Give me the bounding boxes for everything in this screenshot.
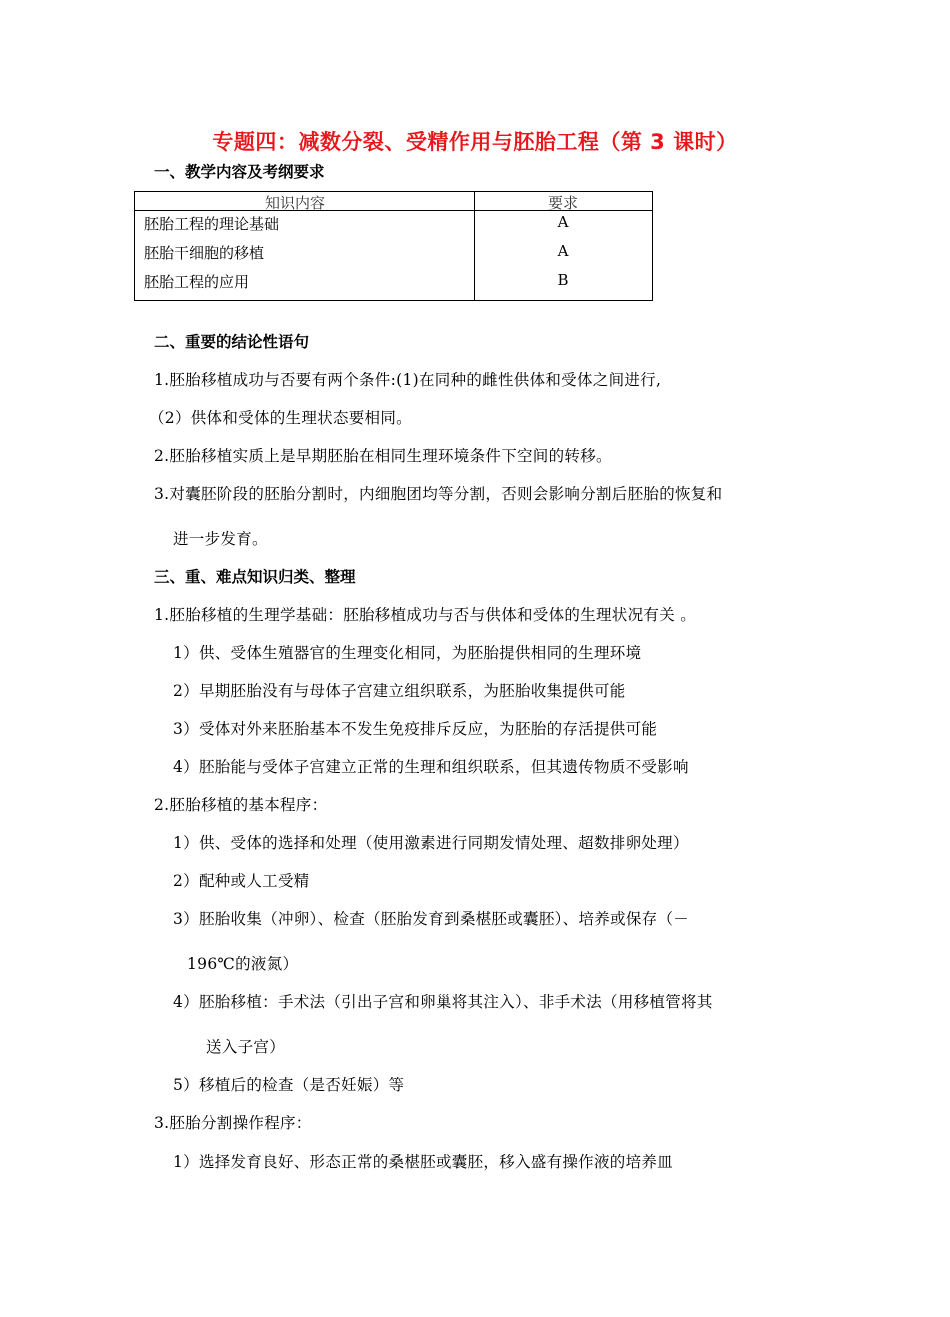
table-cell-requirement: A <box>557 213 569 231</box>
list-item: 1）选择发育良好、形态正常的桑椹胚或囊胚，移入盛有操作液的培养皿 <box>173 1153 673 1171</box>
paragraph-line: 2.胚胎移植的基本程序： <box>154 796 328 814</box>
section-heading-2: 二、重要的结论性语句 <box>154 333 310 351</box>
requirements-table <box>134 191 653 301</box>
paragraph-line: 进一步发育。 <box>173 530 268 548</box>
table-header-content: 知识内容 <box>265 194 326 212</box>
table-header-requirement: 要求 <box>547 194 578 212</box>
list-item-continuation: 196℃的液氮） <box>187 955 299 973</box>
paragraph-line: 1.胚胎移植成功与否要有两个条件:(1)在同种的雌性供体和受体之间进行, <box>154 371 662 389</box>
list-item: 1）供、受体生殖器官的生理变化相同，为胚胎提供相同的生理环境 <box>173 644 642 662</box>
table-cell-content: 胚胎工程的应用 <box>144 273 250 291</box>
table-cell-content: 胚胎干细胞的移植 <box>144 244 265 262</box>
section-heading-1: 一、教学内容及考纲要求 <box>154 163 325 181</box>
document-title: 专题四：减数分裂、受精作用与胚胎工程（第 3 课时） <box>212 130 738 154</box>
table-cell-requirement: B <box>557 271 569 289</box>
table-cell-requirement: A <box>557 242 569 260</box>
list-item: 4）胚胎移植：手术法（引出子宫和卵巢将其注入）、非手术法（用移植管将其 <box>173 993 713 1011</box>
paragraph-line: 3.对囊胚阶段的胚胎分割时，内细胞团均等分割，否则会影响分割后胚胎的恢复和 <box>154 485 723 503</box>
paragraph-line: （2）供体和受体的生理状态要相同。 <box>149 409 412 427</box>
paragraph-line: 3.胚胎分割操作程序： <box>154 1114 312 1132</box>
list-item: 4）胚胎能与受体子宫建立正常的生理和组织联系，但其遗传物质不受影响 <box>173 758 689 776</box>
list-item: 3）胚胎收集（冲卵）、检查（胚胎发育到桑椹胚或囊胚）、培养或保存（－ <box>173 910 690 928</box>
section-heading-3: 三、重、难点知识归类、整理 <box>154 568 356 586</box>
paragraph-line: 1.胚胎移植的生理学基础：胚胎移植成功与否与供体和受体的生理状况有关 。 <box>154 606 697 624</box>
list-item: 1）供、受体的选择和处理（使用激素进行同期发情处理、超数排卵处理） <box>173 834 689 852</box>
list-item: 3）受体对外来胚胎基本不发生免疫排斥反应，为胚胎的存活提供可能 <box>173 720 658 738</box>
list-item: 2）配种或人工受精 <box>173 872 310 890</box>
paragraph-line: 2.胚胎移植实质上是早期胚胎在相同生理环境条件下空间的转移。 <box>154 447 612 465</box>
list-item-continuation: 送入子宫） <box>206 1038 286 1056</box>
list-item: 5）移植后的检查（是否妊娠）等 <box>173 1076 405 1094</box>
list-item: 2）早期胚胎没有与母体子宫建立组织联系，为胚胎收集提供可能 <box>173 682 626 700</box>
table-cell-content: 胚胎工程的理论基础 <box>144 215 280 233</box>
